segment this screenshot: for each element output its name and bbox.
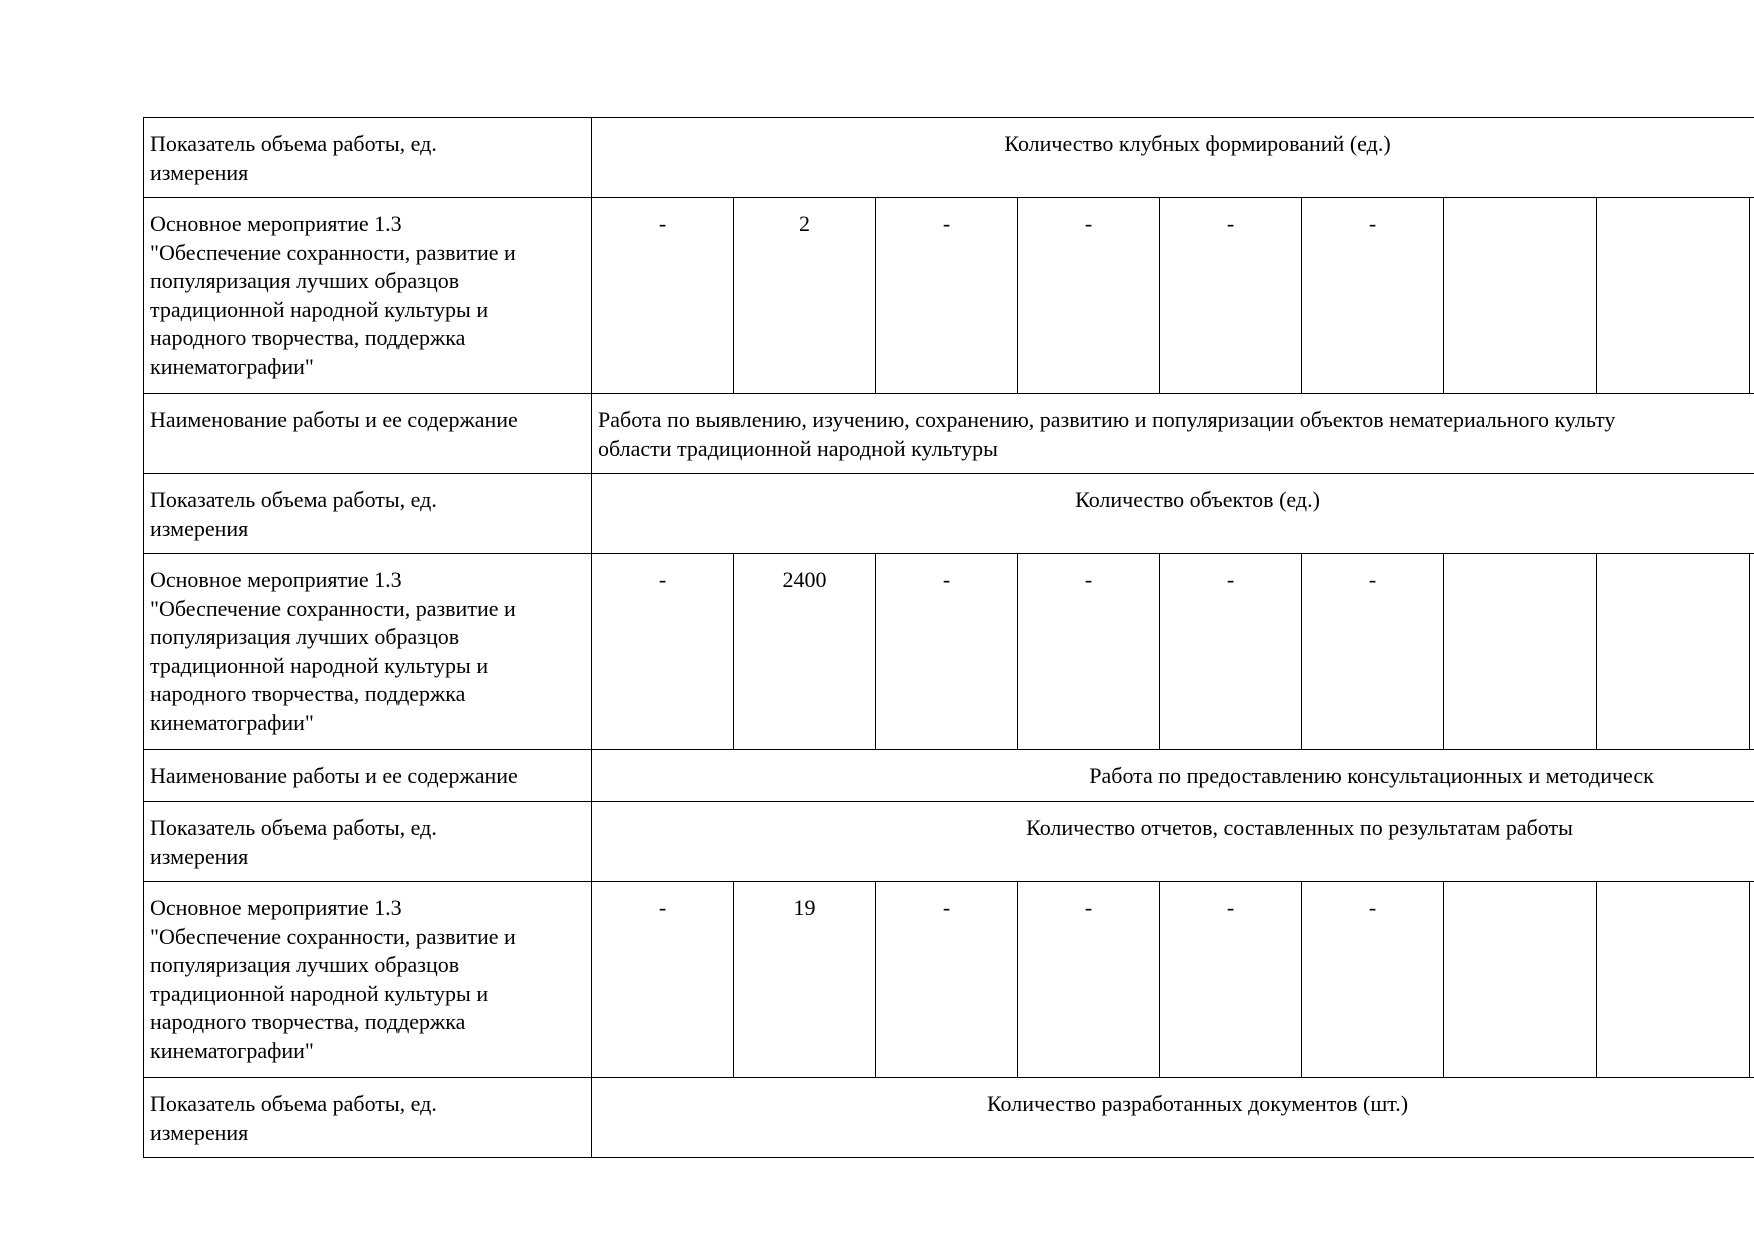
- program-table: [143, 117, 1754, 1158]
- value-cell: [1444, 198, 1597, 394]
- value-cell: -: [1302, 554, 1444, 750]
- value-cell: [1597, 554, 1750, 750]
- indicator-value-cell: [592, 474, 1754, 554]
- table-row: [144, 554, 1754, 750]
- table-row: [144, 802, 1754, 882]
- table-row: [144, 198, 1754, 394]
- indicator-value: Количество разработанных документов (шт.): [986, 1091, 1409, 1116]
- activity-label-line: традиционной народной культуры и: [150, 980, 489, 1006]
- value-cell: -: [876, 198, 1018, 394]
- row-label-line: измерения: [150, 1119, 249, 1145]
- value-cell: -: [592, 198, 734, 394]
- value-cell: -: [1018, 882, 1160, 1078]
- table-row: [144, 750, 1754, 802]
- indicator-value-cell: [592, 118, 1754, 198]
- value-cell: 19: [734, 882, 876, 1078]
- activity-label-line: "Обеспечение сохранности, развитие и: [150, 239, 516, 265]
- work-value: Работа по предоставлению консультационных и методическ: [1089, 763, 1654, 788]
- value-cell: -: [1160, 198, 1302, 394]
- activity-label-line: кинематографии": [150, 353, 314, 379]
- activity-label-line: традиционной народной культуры и: [150, 652, 489, 678]
- work-value-line: области традиционной народной культуры: [598, 435, 998, 461]
- activity-label-line: "Обеспечение сохранности, развитие и: [150, 595, 516, 621]
- row-label-line: Показатель объема работы, ед.: [150, 131, 437, 156]
- value-cell: 2: [734, 198, 876, 394]
- value-cell: -: [876, 882, 1018, 1078]
- activity-label-line: народного творчества, поддержка: [150, 681, 466, 706]
- row-label-line: измерения: [150, 843, 249, 869]
- row-label-line: измерения: [150, 515, 249, 541]
- indicator-value: Количество объектов (ед.): [1075, 487, 1320, 512]
- row-label-cell: [144, 1078, 592, 1158]
- row-label-line: Показатель объема работы, ед.: [150, 487, 437, 512]
- table-row: [144, 474, 1754, 554]
- activity-label-line: кинематографии": [150, 1037, 314, 1063]
- activity-label-line: народного творчества, поддержка: [150, 1009, 466, 1034]
- value-cell: -: [1160, 882, 1302, 1078]
- table-row: [144, 394, 1754, 474]
- row-label-cell: [144, 802, 592, 882]
- value-cell: [1444, 882, 1597, 1078]
- activity-label-cell: [144, 554, 592, 750]
- activity-label-cell: [144, 198, 592, 394]
- indicator-value-cell: [592, 802, 1754, 882]
- indicator-value-cell: [592, 1078, 1754, 1158]
- activity-label-line: популяризация лучших образцов: [150, 952, 460, 977]
- value-cell: 2400: [734, 554, 876, 750]
- activity-label-line: народного творчества, поддержка: [150, 325, 466, 350]
- value-cell: -: [592, 554, 734, 750]
- row-label-line: Показатель объема работы, ед.: [150, 815, 437, 840]
- value-cell: -: [1018, 554, 1160, 750]
- work-value-cell: [592, 394, 1754, 474]
- work-value-line: Работа по выявлению, изучению, сохранению, развитию и популяризации объектов нематериального культу: [598, 407, 1616, 432]
- row-label-cell: [144, 118, 592, 198]
- activity-label-line: традиционной народной культуры и: [150, 296, 489, 322]
- table-row: [144, 1078, 1754, 1158]
- value-cell: [1750, 882, 1754, 1078]
- value-cell: -: [592, 882, 734, 1078]
- value-cell: [1750, 554, 1754, 750]
- row-label-line: измерения: [150, 159, 249, 185]
- activity-label-line: популяризация лучших образцов: [150, 268, 460, 293]
- value-cell: [1597, 882, 1750, 1078]
- table-row: [144, 118, 1754, 198]
- value-cell: [1750, 198, 1754, 394]
- value-cell: -: [1302, 882, 1444, 1078]
- value-cell: -: [1302, 198, 1444, 394]
- value-cell: -: [876, 554, 1018, 750]
- indicator-value: Количество отчетов, составленных по результатам работы: [1026, 815, 1573, 840]
- activity-label-line: Основное мероприятие 1.3: [150, 895, 402, 920]
- work-label-cell: Наименование работы и ее содержание: [144, 394, 592, 474]
- activity-label-line: популяризация лучших образцов: [150, 624, 460, 649]
- activity-label-cell: [144, 882, 592, 1078]
- value-cell: -: [1018, 198, 1160, 394]
- row-label-cell: [144, 474, 592, 554]
- work-value-cell: [592, 750, 1754, 802]
- value-cell: [1597, 198, 1750, 394]
- activity-label-line: Основное мероприятие 1.3: [150, 211, 402, 236]
- activity-label-line: кинематографии": [150, 709, 314, 735]
- value-cell: -: [1160, 554, 1302, 750]
- indicator-value: Количество клубных формирований (ед.): [1004, 131, 1391, 156]
- table-row: [144, 882, 1754, 1078]
- activity-label-line: Основное мероприятие 1.3: [150, 567, 402, 592]
- work-label-cell: Наименование работы и ее содержание: [144, 750, 592, 802]
- row-label-line: Показатель объема работы, ед.: [150, 1091, 437, 1116]
- value-cell: [1444, 554, 1597, 750]
- activity-label-line: "Обеспечение сохранности, развитие и: [150, 923, 516, 949]
